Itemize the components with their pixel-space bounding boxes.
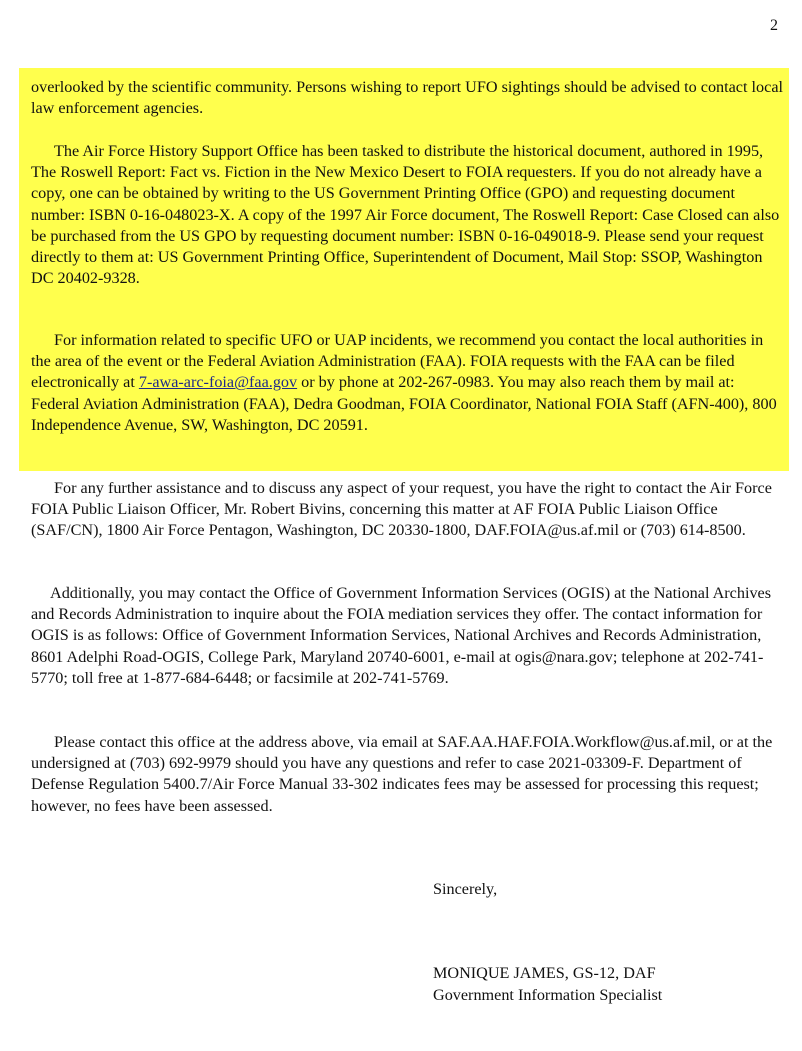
paragraph-roswell-report: The Air Force History Support Office has been tasked to distribute the historical document, authored in 1995, The Roswell Report: Fact vs. Fiction in the New Mexico Desert to FOIA requesters. If you do not already have a copy, one can be obtained by writing to the US Government Printing Office (GPO) and requesting document number: ISBN 0-16-048023-X. A copy of the 1997 Air Force document, The Roswell Report: Case Closed can also be purchased from the US GPO by requesting document number: ISBN 0-16-049018-9. Please send your request directly to them at: US Government Printing Office, Superintendent of Document, Mail Stop: SSOP, Washington DC 20402-9328.	[31, 142, 780, 288]
paragraph-public-liaison: For any further assistance and to discuss any aspect of your request, you have the right to contact the Air Force FOIA Public Liaison Officer, Mr. Robert Bivins, concerning this matter at AF FOIA Public Liaison Office (SAF/CN), 1800 Air Force Pentagon, Washington, DC 20330-1800, DAF.FOIA@us.af.mil or (703) 614-8500.	[31, 479, 772, 540]
faa-text-before: For information related to specific UFO or UAP incidents, we recommend you contact the local authorities in the area of the event or the Federal Aviation Administration (FAA). FOIA requests with the FAA can be filed electronically at	[31, 331, 764, 392]
faa-text-after: or by phone at 202-267-0983. You may also reach them by mail at: Federal Aviation Administration (FAA), Dedra Goodman, FOIA Coordinator, National FOIA Staff (AFN-400), 800 Independence Avenue, SW, Washington, DC 20591.	[31, 373, 777, 434]
signature-closing: Sincerely,	[433, 880, 498, 898]
paragraph-faa-contact	[31, 330, 783, 436]
page-number: 2	[770, 17, 778, 34]
paragraph-contact-office: Please contact this office at the address above, via email at SAF.AA.HAF.FOIA.Workflow@us.af.mil, or at the undersigned at (703) 692-9979 should you have any questions and refer to case 2021-03309-F. Department of Defense Regulation 5400.7/Air Force Manual 33-302 indicates fees may be assessed for processing this request; however, no fees have been assessed.	[31, 733, 773, 815]
paragraph-ufo-sightings: overlooked by the scientific community. Persons wishing to report UFO sightings should be advised to contact local law enforcement agencies.	[31, 78, 783, 118]
signature-title: Government Information Specialist	[433, 986, 663, 1004]
paragraph-ogis: Additionally, you may contact the Office of Government Information Services (OGIS) at the National Archives and Records Administration to inquire about the FOIA mediation services they offer. The contact information for OGIS is as follows: Office of Government Information Services, National Archives and Records Administration, 8601 Adelphi Road-OGIS, College Park, Maryland 20740-6001, e-mail at ogis@nara.gov; telephone at 202-741-5770; toll free at 1-877-684-6448; or facsimile at 202-741-5769.	[31, 584, 772, 687]
faa-foia-email-link[interactable]: 7-awa-arc-foia@faa.gov	[138, 373, 298, 392]
signature-name: MONIQUE JAMES, GS-12, DAF	[433, 964, 656, 982]
